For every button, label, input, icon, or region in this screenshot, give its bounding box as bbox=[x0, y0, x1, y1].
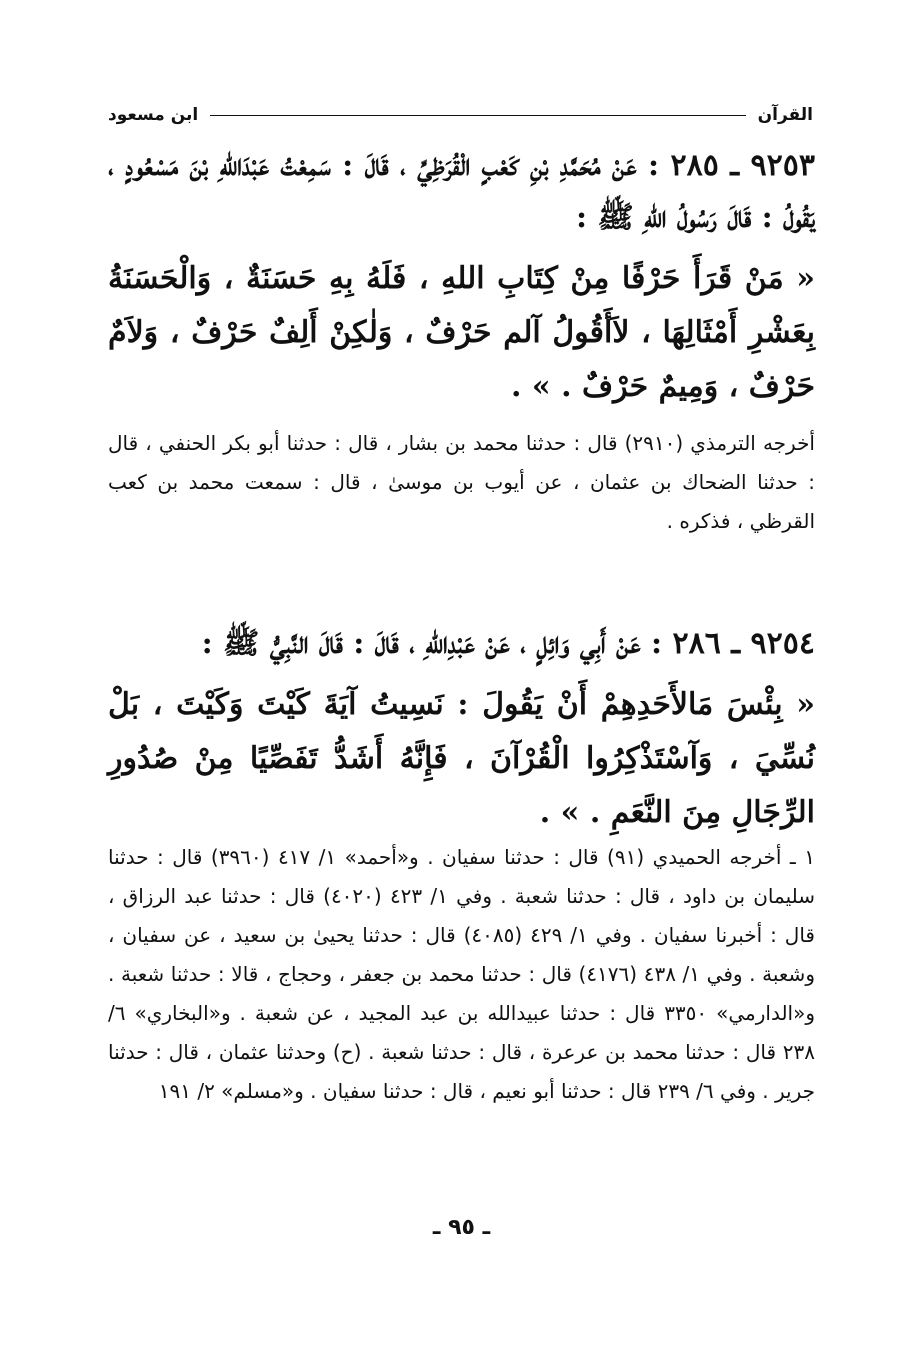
takhrij-9253 bbox=[108, 424, 815, 541]
running-header bbox=[108, 100, 813, 130]
hadith-9254-text: « بِئْسَ مَالأَحَدِهِمْ أَنْ يَقُولَ : نَسِيتُ آيَةَ كَيْتَ وَكَيْتَ ، بَلْ نُسِّيَ ، وَآسْتَذْكِرُوا الْقُرْآنَ ، فَإِنَّهُ أَشَدُّ تَفَصِّيًا مِنْ صُدُورِ الرِّجَالِ مِنَ النَّعَمِ . » . bbox=[108, 687, 815, 830]
takhrij-9253-text: أخرجه الترمذي (٢٩١٠) قال : حدثنا محمد بن بشار ، قال : حدثنا أبو بكر الحنفي ، قال : حدثنا الضحاك بن عثمان ، عن أيوب بن موسىٰ ، قال : سمعت محمد بن كعب القرظي ، فذكره . bbox=[108, 431, 815, 533]
hadith-9254-heading: ٩٢٥٤ ـ ٢٨٦ : عَنْ أَبِي وَائِلٍ ، عَنْ عَبْدِاللهِ ، قَالَ : قَالَ النَّبِيُّ ﷺ : bbox=[201, 626, 815, 661]
takhrij-9254-text: ١ ـ أخرجه الحميدي (٩١) قال : حدثنا سفيان . و«أحمد» ١/ ٤١٧ (٣٩٦٠) قال : حدثنا سليمان بن داود ، قال : حدثنا شعبة . وفي ١/ ٤٢٣ (٤٠٢٠) قال : حدثنا عبد الرزاق ، قال : أخبرنا سفيان . وفي ١/ ٤٢٩ (٤٠٨٥) قال : حدثنا يحيىٰ بن سعيد ، عن سفيان ، وشعبة . وفي ١/ ٤٣٨ (٤١٧٦) قال : حدثنا محمد بن جعفر ، وحجاج ، قالا : حدثنا شعبة . و«الدارمي» ٣٣٥٠ قال : حدثنا عبيدالله بن عبد المجيد ، عن شعبة . و«البخاري» ٦/ ٢٣٨ قال : حدثنا محمد بن عرعرة ، قال : حدثنا شعبة . (ح) وحدثنا عثمان ، قال : حدثنا جرير . وفي ٦/ ٢٣٩ قال : حدثنا أبو نعيم ، قال : حدثنا سفيان . و«مسلم» ٢/ ١٩١ bbox=[108, 845, 815, 1103]
hadith-9253-heading: ٩٢٥٣ ـ ٢٨٥ : عَنْ مُحَمَّدِ بْنِ كَعْبٍ الْقُرَظِيِّ ، قَالَ : سَمِعْتُ عَبْدَاللهِ بْنَ مَسْعُودٍ ، يَقُولُ : قَالَ رَسُولُ اللهِ ﷺ : bbox=[108, 148, 815, 235]
hadith-9253 bbox=[108, 140, 815, 414]
page-number: ـ ٩٥ ـ bbox=[432, 1215, 491, 1240]
hadith-9253-text: « مَنْ قَرَأَ حَرْفًا مِنْ كِتَابِ اللهِ ، فَلَهُ بِهِ حَسَنَةٌ ، وَالْحَسَنَةُ بِعَشْرِ أَمْثَالِهَا ، لاَأَقُولُ آلم حَرْفٌ ، وَلٰكِنْ أَلِفٌ حَرْفٌ ، وَلاَمٌ حَرْفٌ ، وَمِيمٌ حَرْفٌ . » . bbox=[108, 261, 815, 404]
header-right-title: القرآن bbox=[757, 105, 813, 125]
header-left-title: ابن مسعود bbox=[108, 105, 199, 125]
hadith-9254 bbox=[108, 618, 815, 840]
takhrij-9254 bbox=[108, 838, 815, 1111]
header-rule bbox=[210, 115, 745, 116]
